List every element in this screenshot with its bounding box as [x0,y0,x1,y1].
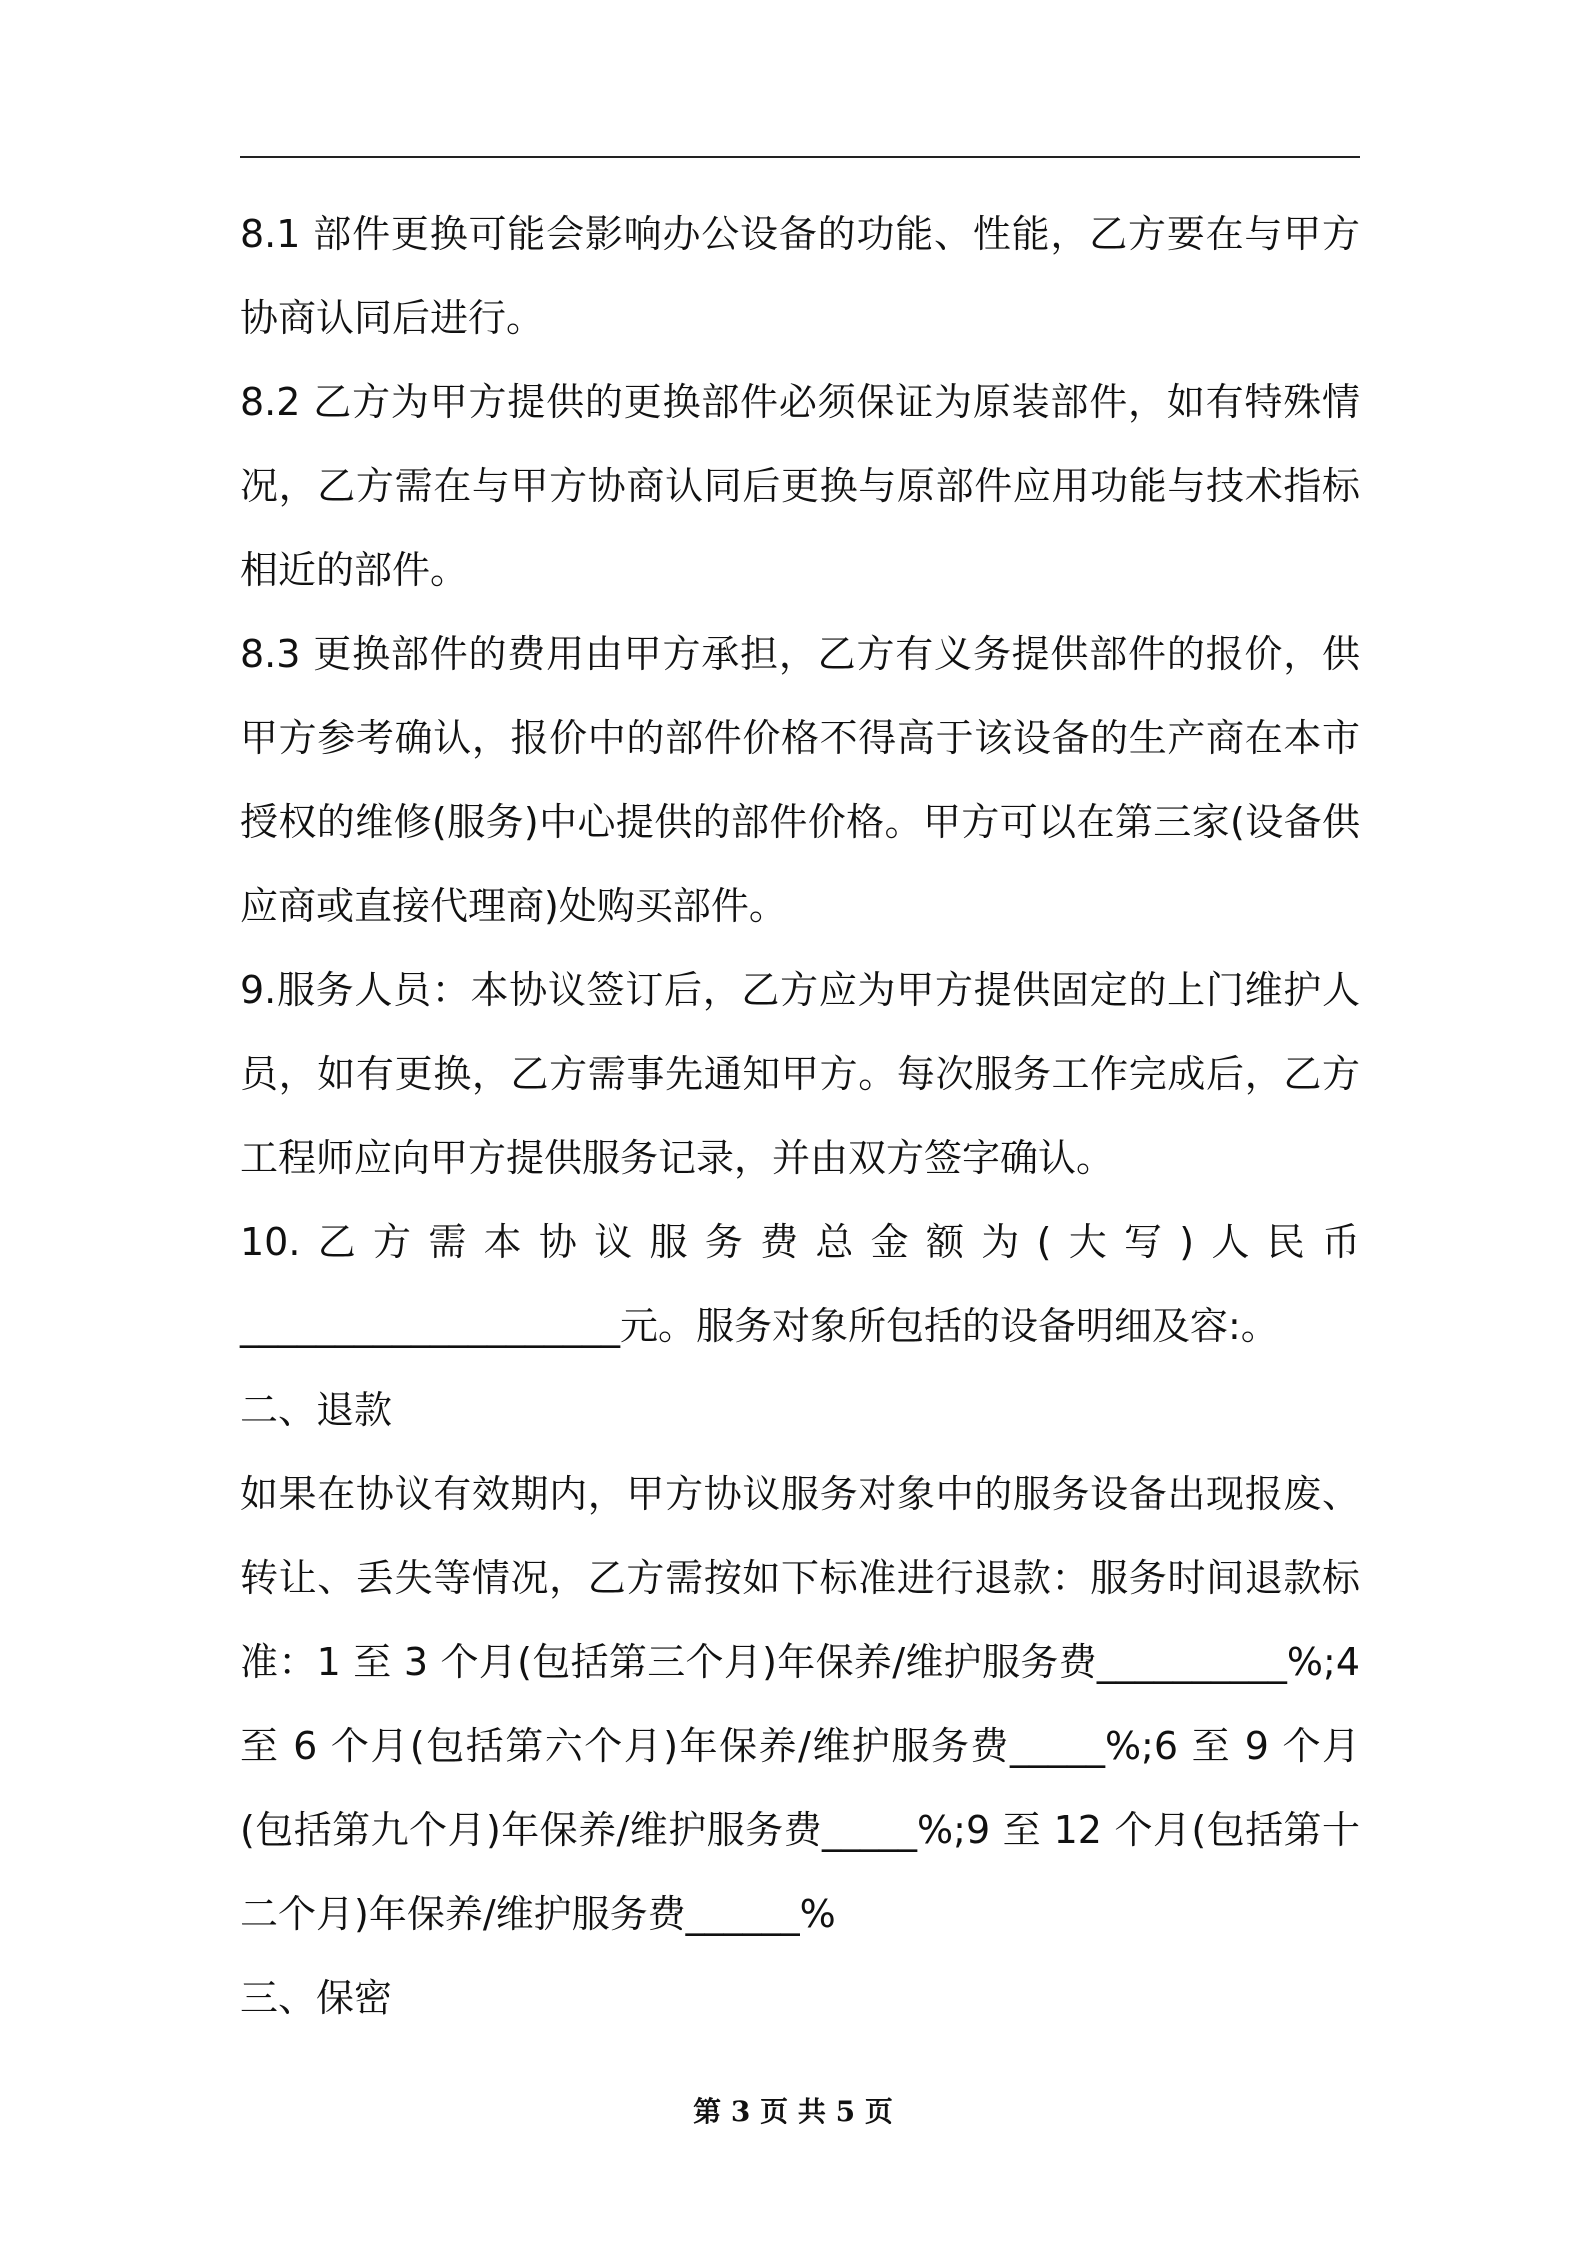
document-body [240,192,1360,2040]
refund-seg-2: %;4 至 6 个月(包括第六个月)年保养/维护服务费 [240,1640,1360,1768]
clause-8-2: 8.2 乙方为甲方提供的更换部件必须保证为原装部件，如有特殊情况，乙方需在与甲方协商认同后更换与原部件应用功能与技术指标相近的部件。 [240,380,1360,592]
refund-blank-3: _____ [822,1808,918,1852]
refund-seg-3: %;6 至 9 个月(包括第九个月)年保养/维护服务费 [240,1724,1360,1852]
refund-clause [240,1452,1360,1956]
refund-seg-1: 1 至 3 个月(包括第三个月)年保养/维护服务费 [316,1640,1097,1684]
header-rule [240,156,1360,158]
clause-10-line1: 10.乙方需本协议服务费总金额为(大写)人民币 [240,1220,1360,1264]
clause-8-3: 8.3 更换部件的费用由甲方承担，乙方有义务提供部件的报价，供甲方参考确认，报价中的部件价格不得高于该设备的生产商在本市授权的维修(服务)中心提供的部件价格。甲方可以在第三家(设备供应商或直接代理商)处购买部件。 [240,632,1360,928]
page-number: 第 3 页 共 5 页 [693,2095,893,2128]
clause-9: 9.服务人员：本协议签订后，乙方应为甲方提供固定的上门维护人员，如有更换，乙方需事先通知甲方。每次服务工作完成后，乙方工程师应向甲方提供服务记录，并由双方签字确认。 [240,968,1360,1180]
refund-intro: 如果在协议有效期内，甲方协议服务对象中的服务设备出现报废、转让、丢失等情况，乙方需按如下标准进行退款：服务时间退款标准： [240,1472,1360,1684]
refund-seg-5: % [799,1892,836,1936]
clause-10-rest: 元。服务对象所包括的设备明细及容:。 [620,1304,1279,1348]
refund-blank-2: _____ [1009,1724,1105,1768]
clause-8-1: 8.1 部件更换可能会影响办公设备的功能、性能，乙方要在与甲方协商认同后进行。 [240,212,1360,340]
refund-seg-4: %;9 至 12 个月(包括第十二个月)年保养/维护服务费 [240,1808,1360,1936]
refund-blank-1: __________ [1096,1640,1287,1684]
section-refund-title: 二、退款 [240,1388,393,1432]
section-confidential-title: 三、保密 [240,1976,393,2020]
amount-blank: ____________________ [240,1304,620,1348]
clause-10-line2 [240,1284,1360,1368]
refund-blank-4: ______ [685,1892,800,1936]
